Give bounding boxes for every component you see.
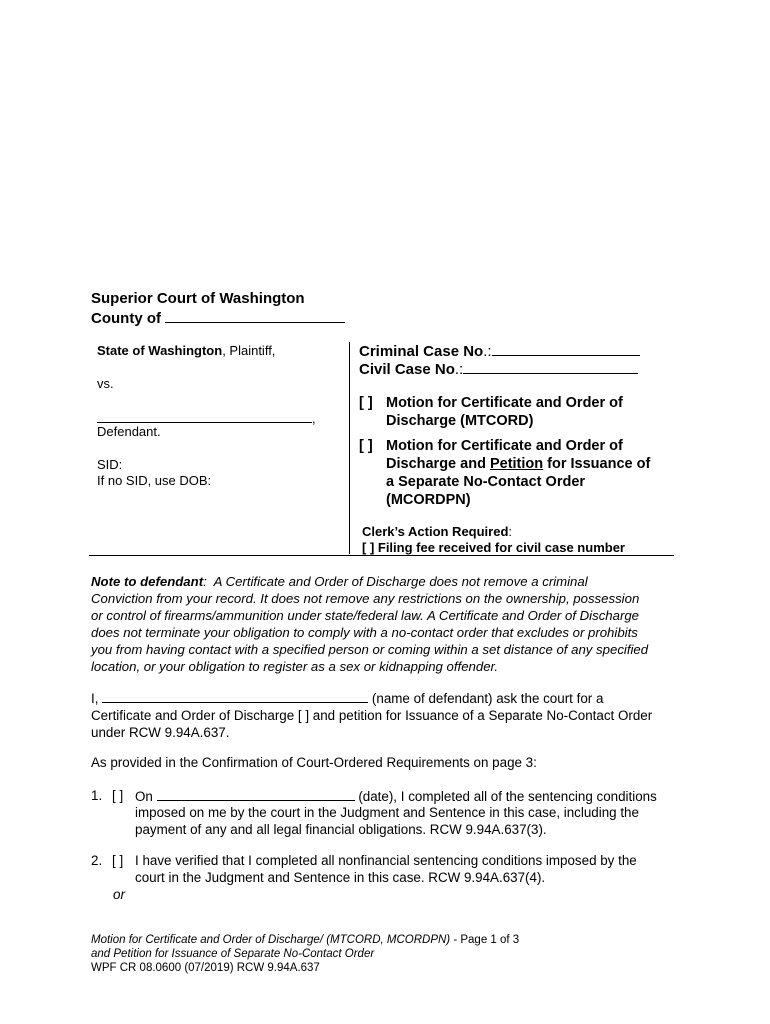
request-line3: under RCW 9.94A.637. — [91, 725, 230, 740]
sid-label: SID: — [97, 457, 123, 472]
item1-line3: payment of any and all legal financial obligations. RCW 9.94A.637(3). — [135, 822, 547, 837]
completion-date-field[interactable] — [157, 787, 355, 801]
item-2 — [91, 852, 691, 904]
plaintiff-line — [97, 343, 275, 359]
clerk-fee-item: [ ] Filing fee received for civil case number — [362, 540, 625, 555]
caption-divider-vertical — [349, 342, 350, 554]
civil-case-label: Civil Case No — [359, 361, 455, 378]
note-line2: Conviction from your record. It does not remove any restrictions on the ownership, possession — [91, 591, 640, 606]
county-line — [91, 308, 345, 328]
request-line1 — [91, 689, 691, 707]
request-paragraph — [91, 689, 691, 741]
footer-page-number: - Page 1 of 3 — [450, 934, 520, 946]
motion2-line2 — [386, 455, 650, 473]
item1-checkbox[interactable]: [ ] — [112, 788, 124, 803]
motion2-line2-c: for Issuance of — [543, 456, 651, 472]
note-to-defendant — [91, 573, 691, 675]
footer-line3: WPF CR 08.0600 (07/2019) RCW 9.94A.637 — [91, 962, 320, 974]
plaintiff-suffix: , Plaintiff, — [222, 343, 276, 358]
motion1-line2: Discharge (MTCORD) — [386, 413, 534, 429]
county-label: County of — [91, 310, 161, 327]
item1-on: On — [135, 789, 153, 804]
note-line4: does not terminate your obligation to comply with a no-contact order that excludes or prohibits — [91, 625, 638, 640]
civil-case-line — [359, 359, 638, 379]
motion-option-mtcord — [359, 394, 669, 434]
dob-label: If no SID, use DOB: — [97, 473, 212, 488]
item-1 — [91, 787, 691, 839]
page-footer — [91, 933, 519, 975]
court-heading — [91, 290, 345, 328]
or-label: or — [113, 887, 125, 902]
plaintiff-name: State of Washington — [97, 343, 223, 358]
request-line1-rest: (name of defendant) ask the court for a — [368, 691, 604, 706]
request-line2: Certificate and Order of Discharge [ ] and petition for Issuance of a Separate No-Contact Order — [91, 708, 653, 723]
civil-case-colon: .: — [454, 361, 464, 378]
defendant-name-blank[interactable] — [97, 409, 312, 423]
note-colon: : — [203, 574, 207, 589]
motion1-checkbox[interactable]: [ ] — [359, 395, 373, 411]
defendant-label: Defendant. — [97, 424, 161, 439]
criminal-case-line — [359, 341, 640, 361]
item1-line1-rest: (date), I completed all of the sentencing conditions — [354, 789, 657, 804]
note-line5: you from having contact with a specified person or coming within a set distance of any specified — [91, 642, 649, 657]
note-line6: location, or your obligation to register as a sex or kidnapping offender. — [91, 659, 499, 674]
motion2-checkbox[interactable]: [ ] — [359, 438, 373, 454]
item1-line2: imposed on me by the court in the Judgment and Sentence in this case, including the — [135, 805, 639, 820]
court-title: Superior Court of Washington — [91, 290, 305, 307]
civil-case-blank[interactable] — [463, 359, 638, 374]
criminal-case-colon: .: — [483, 343, 492, 360]
item1-line1 — [135, 787, 657, 805]
note-line1 — [91, 573, 691, 590]
item2-checkbox[interactable]: [ ] — [112, 853, 124, 868]
item1-number: 1. — [91, 788, 103, 803]
footer-form-title: Motion for Certificate and Order of Discharge/ (MTCORD, MCORDPN) — [91, 934, 451, 946]
clerk-action-heading — [362, 524, 512, 540]
footer-line2: and Petition for Issuance of Separate No-Contact Order — [91, 948, 375, 960]
motion2-petition-word: Petition — [489, 456, 544, 472]
item2-line1: I have verified that I completed all nonfinancial sentencing conditions imposed by the — [135, 853, 637, 868]
criminal-case-blank[interactable] — [492, 341, 640, 356]
note-label: Note to defendant — [91, 574, 204, 589]
defendant-name-field[interactable] — [102, 689, 368, 703]
provided-statement: As provided in the Confirmation of Court-Ordered Requirements on page 3: — [91, 755, 537, 770]
motion2-line3: a Separate No-Contact Order — [386, 474, 586, 490]
footer-line1 — [91, 933, 519, 947]
item2-number: 2. — [91, 853, 103, 868]
criminal-case-label: Criminal Case No — [359, 343, 484, 360]
motion2-line1: Motion for Certificate and Order of — [386, 438, 623, 454]
vs-label: vs. — [97, 376, 114, 391]
clerk-label: Clerk’s Action Required — [362, 524, 509, 539]
caption-divider-horizontal — [89, 555, 674, 556]
motion-option-mcordpn — [359, 437, 669, 513]
motion2-line2-a: Discharge and — [386, 456, 490, 472]
motion1-line1: Motion for Certificate and Order of — [386, 395, 623, 411]
note-line1-text: A Certificate and Order of Discharge does not remove a criminal — [206, 574, 588, 589]
clerk-colon: : — [508, 524, 513, 539]
request-i-label: I, — [91, 691, 99, 706]
motion2-line4: (MCORDPN) — [386, 492, 471, 508]
item2-line2: court in the Judgment and Sentence in this case. RCW 9.94A.637(4). — [135, 870, 546, 885]
note-line3: or control of firearms/ammunition under state/federal law. A Certificate and Order of Discharge — [91, 608, 640, 623]
defendant-comma: , — [312, 411, 316, 426]
county-blank[interactable] — [165, 308, 345, 323]
